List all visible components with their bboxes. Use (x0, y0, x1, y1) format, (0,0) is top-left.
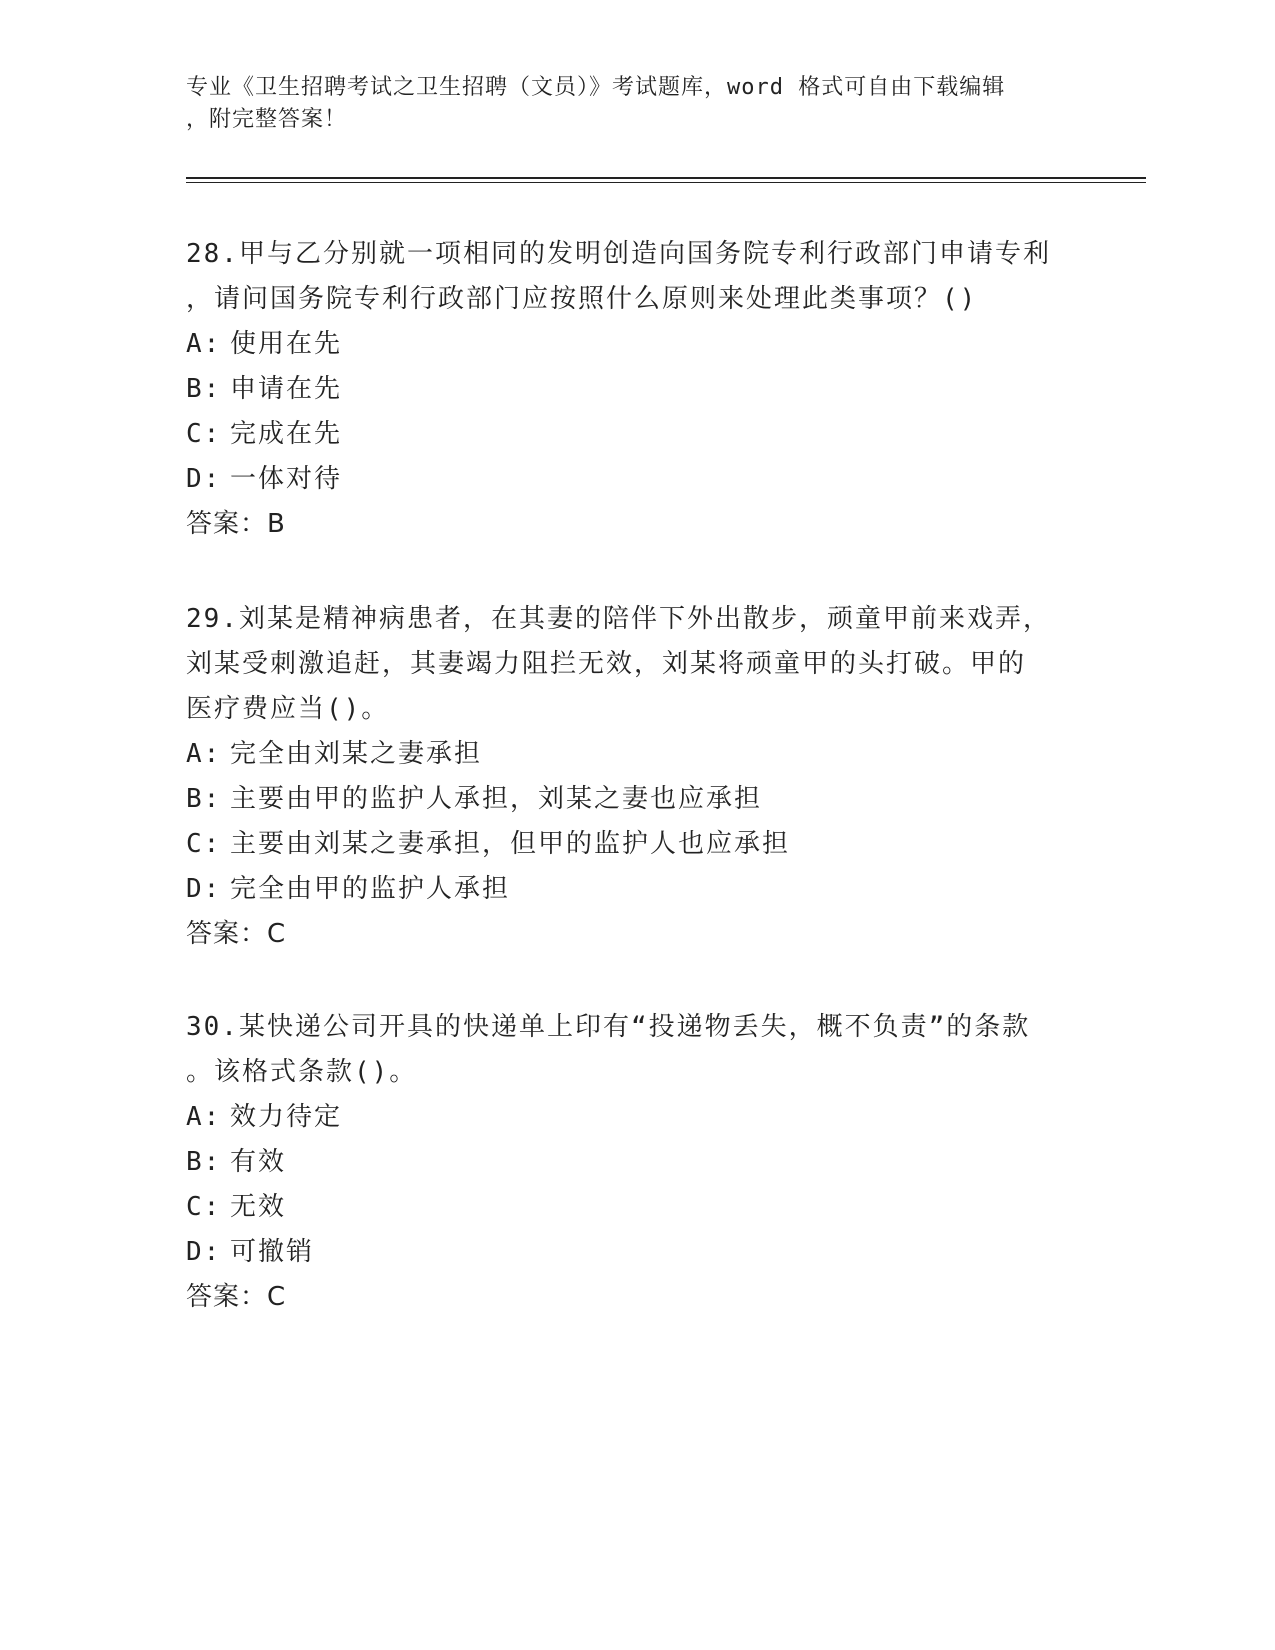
option-key: D: (186, 874, 222, 904)
option-text: 主要由甲的监护人承担，刘某之妻也应承担 (230, 784, 763, 814)
question-29 (186, 597, 1086, 957)
option-text: 完全由刘某之妻承担 (230, 739, 483, 769)
option-text: 使用在先 (230, 329, 343, 359)
option-text: 一体对待 (230, 464, 343, 494)
option-c (186, 822, 1086, 867)
option-text: 完全由甲的监护人承担 (230, 874, 511, 904)
option-key: C: (186, 1192, 222, 1222)
question-text-line: 刘某受刺激追赶，其妻竭力阻拦无效，刘某将顽童甲的头打破。甲的 (186, 649, 1027, 679)
header-line: 专业《卫生招聘考试之卫生招聘（文员）》考试题库，word 格式可自由下载编辑 (186, 75, 1006, 100)
option-key: D: (186, 464, 222, 494)
question-30 (186, 1005, 1086, 1320)
option-key: D: (186, 1237, 222, 1267)
option-text: 主要由刘某之妻承担，但甲的监护人也应承担 (230, 829, 791, 859)
option-text: 申请在先 (230, 374, 343, 404)
option-b (186, 1140, 1086, 1185)
option-key: C: (186, 419, 222, 449)
question-text-line: 28.甲与乙分别就一项相同的发明创造向国务院专利行政部门申请专利 (186, 239, 1051, 269)
header-line: ，附完整答案！ (186, 107, 348, 132)
header-divider-thin (186, 182, 1146, 183)
option-text: 完成在先 (230, 419, 343, 449)
option-key: A: (186, 739, 222, 769)
option-key: C: (186, 829, 222, 859)
question-text-line: 30.某快递公司开具的快递单上印有“投递物丢失，概不负责”的条款 (186, 1012, 1031, 1042)
question-text-line: ，请问国务院专利行政部门应按照什么原则来处理此类事项？() (186, 284, 978, 314)
option-key: A: (186, 1102, 222, 1132)
option-key: B: (186, 1147, 222, 1177)
option-d (186, 867, 1086, 912)
option-key: B: (186, 784, 222, 814)
option-c (186, 412, 1086, 457)
option-key: A: (186, 329, 222, 359)
option-text: 有效 (230, 1147, 287, 1177)
option-a (186, 1095, 1086, 1140)
question-28 (186, 232, 1086, 547)
option-a (186, 732, 1086, 777)
option-text: 可撤销 (230, 1237, 315, 1267)
question-text-line: 。该格式条款()。 (186, 1057, 418, 1087)
option-b (186, 367, 1086, 412)
question-text-line: 医疗费应当()。 (186, 694, 390, 724)
option-key: B: (186, 374, 222, 404)
document-header (186, 72, 1066, 136)
option-a (186, 322, 1086, 367)
question-text-line: 29.刘某是精神病患者，在其妻的陪伴下外出散步，顽童甲前来戏弄， (186, 604, 1051, 634)
header-divider-thick (186, 177, 1146, 179)
answer: 答案：B (186, 509, 286, 539)
option-text: 无效 (230, 1192, 287, 1222)
answer: 答案：C (186, 1282, 287, 1312)
option-b (186, 777, 1086, 822)
answer: 答案：C (186, 919, 287, 949)
option-text: 效力待定 (230, 1102, 343, 1132)
option-d (186, 457, 1086, 502)
option-d (186, 1230, 1086, 1275)
option-c (186, 1185, 1086, 1230)
